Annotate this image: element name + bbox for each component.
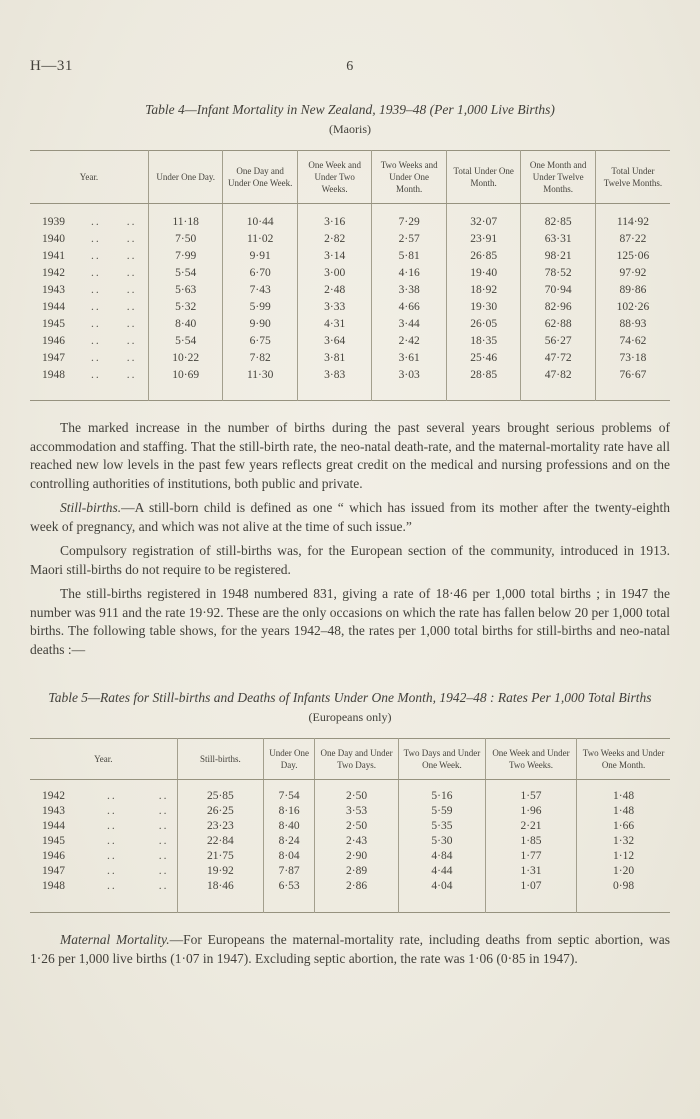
year-cell [30,204,148,232]
value-cell: 8·04 [264,849,315,864]
year-cell [30,819,177,834]
paragraph: Still-births.—A still-born child is defined as one “ which has issued from its mother after the twenty-eighth week of pregnancy, and which was not alive at the time of such issue.” [30,500,670,534]
value-cell: 1·32 [613,835,635,847]
year-label: 1943 [42,284,65,296]
dot-leader: .. [126,301,137,313]
value-cell: 2·90 [315,849,399,864]
value-cell: 89·86 [619,284,647,296]
value-cell: 3·83 [297,367,372,401]
dot-leader: .. [91,352,101,364]
year-label: 1948 [42,880,65,892]
value-cell: 18·46 [177,879,263,913]
column-header: One Week and Under Two Weeks. [485,739,576,780]
paragraph-lead: Maternal Mortality. [60,932,170,947]
column-header: One Month and Under Twelve Months. [521,151,596,204]
column-header: Two Days and Under One Week. [398,739,485,780]
table-row [30,204,670,232]
value-cell: 3·03 [372,367,447,401]
table5-subtitle: (Europeans only) [308,710,392,724]
value-cell: 32·07 [446,204,521,232]
year-label: 1942 [42,267,65,279]
value-cell: 26·85 [446,248,521,265]
value-cell: 19·30 [446,299,521,316]
value-cell: 7·82 [223,350,298,367]
dot-leader: .. [158,820,169,832]
value-cell: 23·91 [446,231,521,248]
value-cell: 23·23 [177,819,263,834]
value-cell: 28·85 [446,367,521,401]
dot-leader: .. [91,318,101,330]
dot-leader: .. [158,835,169,847]
value-cell: 0·98 [613,880,635,892]
value-cell: 11·02 [223,231,298,248]
value-cell: 97·92 [619,267,647,279]
year-label: 1948 [42,369,65,381]
value-cell: 1·77 [485,849,576,864]
value-cell: 7·54 [264,780,315,805]
value-cell: 76·67 [619,369,647,381]
value-cell: 11·30 [223,367,298,401]
value-cell: 7·43 [223,282,298,299]
value-cell: 98·21 [521,248,596,265]
value-cell: 8·40 [264,819,315,834]
year-cell [30,299,148,316]
closing-text [30,931,670,968]
value-cell: 62·88 [521,316,596,333]
year-cell [30,265,148,282]
value-cell: 2·48 [297,282,372,299]
year-cell [30,879,177,913]
page-header [30,58,670,75]
value-cell: 21·75 [177,849,263,864]
year-cell [30,849,177,864]
value-cell: 6·70 [223,265,298,282]
dot-leader: .. [91,233,101,245]
table-row [30,780,670,805]
value-cell: 1·48 [613,805,635,817]
value-cell: 74·62 [619,335,647,347]
year-label: 1946 [42,335,65,347]
value-cell: 114·92 [616,216,650,228]
value-cell: 3·33 [297,299,372,316]
table-row [30,350,670,367]
dot-leader: .. [126,369,137,381]
dot-leader: .. [158,790,169,802]
value-cell: 3·00 [297,265,372,282]
value-cell: 18·92 [446,282,521,299]
value-cell: 8·16 [264,804,315,819]
value-cell: 2·57 [372,231,447,248]
dot-leader: .. [107,820,117,832]
value-cell: 5·81 [372,248,447,265]
table5-title: Table 5—Rates for Still-births and Deaths of Infants Under One Month, 1942–48 : Rates Per 1,000 Total Births [48,690,652,705]
value-cell: 1·20 [613,865,635,877]
value-cell: 63·31 [521,231,596,248]
value-cell: 3·61 [372,350,447,367]
value-cell: 10·44 [223,204,298,232]
value-cell: 9·91 [223,248,298,265]
value-cell: 88·93 [619,318,647,330]
year-cell [30,282,148,299]
table-row [30,265,670,282]
dot-leader: .. [107,805,117,817]
value-cell: 26·25 [177,804,263,819]
value-cell: 5·30 [398,834,485,849]
column-header: One Day and Under Two Days. [315,739,399,780]
value-cell: 73·18 [619,352,647,364]
paragraph: The marked increase in the number of births during the past several years brought serious problems of accommodation and staffing. That the still-birth rate, the neo-natal death-rate, and the maternal-mortality rate have all reached new low levels in the past few years reflects great credit on the medical and nursing professions and on the controlling authorities of institutions, both public and private. [30,420,670,491]
header-row [30,151,670,204]
column-header: Year. [30,739,177,780]
dot-leader: .. [91,267,101,279]
dot-leader: .. [126,318,137,330]
column-header: One Week and Under Two Weeks. [297,151,372,204]
year-label: 1945 [42,835,65,847]
column-header: Still-births. [177,739,263,780]
value-cell: 2·50 [315,780,399,805]
value-cell: 125·06 [616,250,650,262]
paragraph: Compulsory registration of still-births was, for the European section of the community, introduced in 1913. Maori still-births do not require to be registered. [30,543,670,577]
year-label: 1945 [42,318,65,330]
value-cell: 2·42 [372,333,447,350]
value-cell: 1·07 [485,879,576,913]
table-row [30,367,670,401]
year-cell [30,248,148,265]
value-cell: 11·18 [148,204,223,232]
value-cell: 1·66 [613,820,635,832]
dot-leader: .. [107,835,117,847]
value-cell: 4·04 [398,879,485,913]
value-cell: 7·29 [372,204,447,232]
value-cell: 2·43 [315,834,399,849]
dot-leader: .. [91,335,101,347]
value-cell: 1·85 [485,834,576,849]
value-cell: 47·82 [521,367,596,401]
value-cell: 5·16 [398,780,485,805]
year-cell [30,367,148,401]
year-cell [30,316,148,333]
year-cell [30,333,148,350]
dot-leader: .. [91,250,101,262]
value-cell: 8·24 [264,834,315,849]
value-cell: 2·86 [315,879,399,913]
value-cell: 5·35 [398,819,485,834]
value-cell: 1·57 [485,780,576,805]
dot-leader: .. [126,284,137,296]
year-cell [30,834,177,849]
year-cell [30,350,148,367]
column-header: Year. [30,151,148,204]
value-cell: 3·44 [372,316,447,333]
dot-leader: .. [91,216,101,228]
dot-leader: .. [91,301,101,313]
value-cell: 4·31 [297,316,372,333]
value-cell: 3·16 [297,204,372,232]
value-cell: 56·27 [521,333,596,350]
value-cell: 2·50 [315,819,399,834]
value-cell: 25·46 [446,350,521,367]
table-row [30,248,670,265]
dot-leader: .. [158,880,169,892]
value-cell: 4·66 [372,299,447,316]
value-cell: 22·84 [177,834,263,849]
table-row [30,879,670,913]
value-cell: 19·40 [446,265,521,282]
table-row [30,864,670,879]
column-header: Two Weeks and Under One Month. [577,739,670,780]
column-header: Two Weeks and Under One Month. [372,151,447,204]
value-cell: 87·22 [619,233,647,245]
column-header: One Day and Under One Week. [223,151,298,204]
value-cell: 1·31 [485,864,576,879]
value-cell: 3·81 [297,350,372,367]
value-cell: 3·14 [297,248,372,265]
value-cell: 1·48 [613,790,635,802]
year-label: 1939 [42,216,65,228]
table-row [30,282,670,299]
column-header: Under One Day. [148,151,223,204]
year-label: 1944 [42,301,65,313]
value-cell: 1·96 [485,804,576,819]
column-header: Total Under Twelve Months. [595,151,670,204]
dot-leader: .. [107,790,117,802]
value-cell: 47·72 [521,350,596,367]
value-cell: 25·85 [177,780,263,805]
dot-leader: .. [158,865,169,877]
value-cell: 9·90 [223,316,298,333]
table-row [30,231,670,248]
value-cell: 78·52 [521,265,596,282]
value-cell: 5·59 [398,804,485,819]
table-row [30,316,670,333]
body-text [30,419,670,659]
dot-leader: .. [158,805,169,817]
dot-leader: .. [126,267,137,279]
value-cell: 4·84 [398,849,485,864]
dot-leader: .. [91,284,101,296]
paragraph: Maternal Mortality.—For Europeans the maternal-mortality rate, including deaths from septic abortion, was 1·26 per 1,000 live births (1·07 in 1947). Excluding septic abortion, the rate was 1·06 (0·85 in 1947). [30,932,670,966]
table4-subtitle: (Maoris) [329,122,371,136]
year-label: 1947 [42,352,65,364]
dot-leader: .. [126,352,137,364]
value-cell: 82·96 [521,299,596,316]
value-cell: 19·92 [177,864,263,879]
column-header: Total Under One Month. [446,151,521,204]
page-number: 6 [346,59,354,74]
year-cell [30,231,148,248]
value-cell: 5·54 [148,333,223,350]
dot-leader: .. [158,850,169,862]
value-cell: 10·22 [148,350,223,367]
table4-title: Table 4—Infant Mortality in New Zealand, 1939–48 (Per 1,000 Live Births) [145,102,555,117]
value-cell: 6·75 [223,333,298,350]
dot-leader: .. [126,335,137,347]
value-cell: 82·85 [521,204,596,232]
value-cell: 8·40 [148,316,223,333]
value-cell: 7·99 [148,248,223,265]
value-cell: 102·26 [616,301,650,313]
year-label: 1946 [42,850,65,862]
value-cell: 7·50 [148,231,223,248]
year-label: 1947 [42,865,65,877]
dot-leader: .. [126,250,137,262]
year-label: 1943 [42,805,65,817]
value-cell: 4·16 [372,265,447,282]
year-label: 1942 [42,790,65,802]
value-cell: 70·94 [521,282,596,299]
year-cell [30,780,177,805]
value-cell: 5·32 [148,299,223,316]
value-cell: 3·53 [315,804,399,819]
value-cell: 2·89 [315,864,399,879]
value-cell: 3·38 [372,282,447,299]
value-cell: 3·64 [297,333,372,350]
value-cell: 5·63 [148,282,223,299]
value-cell: 5·99 [223,299,298,316]
value-cell: 10·69 [148,367,223,401]
value-cell: 26·05 [446,316,521,333]
paragraph-lead: Still-births. [60,500,122,515]
table-row [30,299,670,316]
value-cell: 2·21 [485,819,576,834]
dot-leader: .. [107,865,117,877]
value-cell: 5·54 [148,265,223,282]
column-header: Under One Day. [264,739,315,780]
value-cell: 6·53 [264,879,315,913]
value-cell: 2·82 [297,231,372,248]
dot-leader: .. [107,880,117,892]
year-label: 1940 [42,233,65,245]
year-cell [30,864,177,879]
dot-leader: .. [91,369,101,381]
value-cell: 18·35 [446,333,521,350]
header-row [30,739,670,780]
year-cell [30,804,177,819]
dot-leader: .. [107,850,117,862]
still-births-table [30,738,670,913]
report-number: H—31 [30,58,73,74]
table-row [30,819,670,834]
year-label: 1941 [42,250,65,262]
table-row [30,834,670,849]
paragraph: The still-births registered in 1948 numbered 831, giving a rate of 18·46 per 1,000 total births ; in 1947 the number was 911 and the rate 19·92. These are the only occasions on which the rate has fallen below 20 per 1,000 total births. The following table shows, for the years 1942–48, the rates per 1,000 total births for still-births and neo-natal deaths :— [30,586,670,657]
value-cell: 4·44 [398,864,485,879]
table-row [30,333,670,350]
year-label: 1944 [42,820,65,832]
dot-leader: .. [126,216,137,228]
infant-mortality-table [30,150,670,401]
dot-leader: .. [126,233,137,245]
value-cell: 1·12 [613,850,635,862]
table-row [30,849,670,864]
value-cell: 7·87 [264,864,315,879]
table-row [30,804,670,819]
